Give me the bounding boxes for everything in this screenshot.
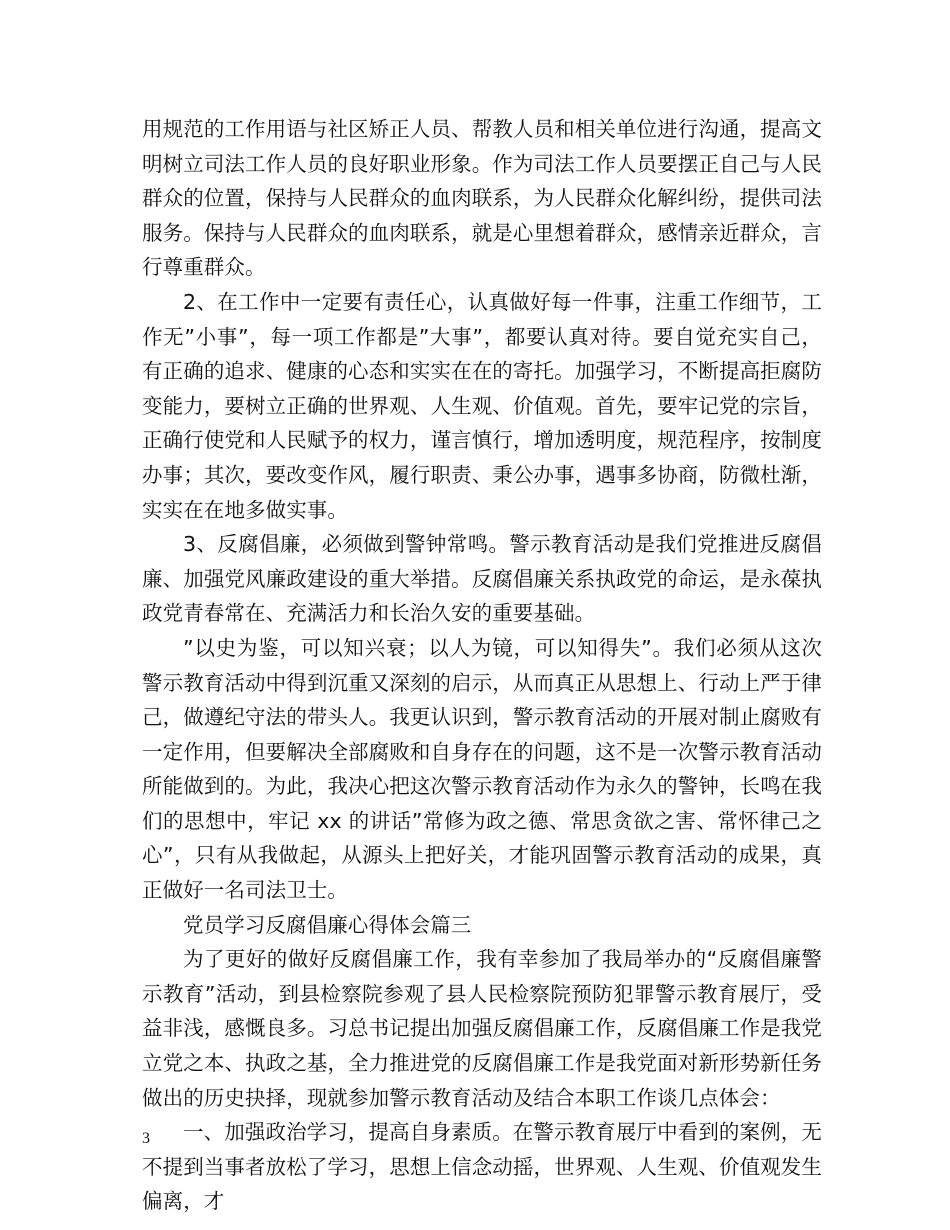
paragraph-point-one: 一、加强政治学习，提高自身素质。在警示教育展厅中看到的案例，无不提到当事者放松了学习，思想上信念动摇，世界观、人生观、价值观发生偏离，才 xyxy=(142,1120,822,1214)
paragraph-intro: 为了更好的做好反腐倡廉工作，我有幸参加了我局举办的“反腐倡廉警示教育”活动，到县检察院参观了县人民检察院预防犯罪警示教育展厅，受益非浅，感慨良多。习总书记提出加强反腐倡廉工作，反腐倡廉工作是我党立党之本、执政之基，全力推进党的反腐倡廉工作是我党面对新形势新任务做出的历史抉择，现就参加警示教育活动及结合本职工作谈几点体会： xyxy=(142,947,822,1110)
paragraph-quote: ”以史为鉴，可以知兴衰；以人为镜，可以知得失”。我们必须从这次警示教育活动中得到沉重又深刻的启示，从而真正从思想上、行动上严于律己，做遵纪守法的带头人。我更认识到，警示教育活动的开展对制止腐败有一定作用，但要解决全部腐败和自身存在的问题，这不是一次警示教育活动所能做到的。为此，我决心把这次警示教育活动作为永久的警钟，长鸣在我们的思想中，牢记 xx 的讲话”常修为政之德、常思贪欲之害、常怀律己之心”，只有从我做起，从源头上把好关，才能巩固警示教育活动的成果，真正做好一名司法卫士。 xyxy=(142,635,822,903)
paragraph-point-2: 2、在工作中一定要有责任心，认真做好每一件事，注重工作细节，工作无”小事”，每一项工作都是”大事”，都要认真对待。要自觉充实自己，有正确的追求、健康的心态和实实在在的寄托。加强学习，不断提高拒腐防变能力，要树立正确的世界观、人生观、价值观。首先，要牢记党的宗旨，正确行使党和人民赋予的权力，谨言慎行，增加透明度，规范程序，按制度办事；其次，要改变作风，履行职责、秉公办事，遇事多协商，防微杜渐，实实在在地多做实事。 xyxy=(142,289,822,522)
body-text xyxy=(142,112,822,1219)
section-heading: 党员学习反腐倡廉心得体会篇三 xyxy=(183,912,472,937)
paragraph-point-3: 3、反腐倡廉，必须做到警钟常鸣。警示教育活动是我们党推进反腐倡廉、加强党风廉政建设的重大举措。反腐倡廉关系执政党的命运，是永葆执政党青春常在、充满活力和长治久安的重要基础。 xyxy=(142,532,822,626)
page-number: 3 xyxy=(142,1130,150,1147)
paragraph-continuation: 用规范的工作用语与社区矫正人员、帮教人员和相关单位进行沟通，提高文明树立司法工作人员的良好职业形象。作为司法工作人员要摆正自己与人民群众的位置，保持与人民群众的血肉联系，为人民群众化解纠纷，提供司法服务。保持与人民群众的血肉联系，就是心里想着群众，感情亲近群众，言行尊重群众。 xyxy=(142,117,822,280)
